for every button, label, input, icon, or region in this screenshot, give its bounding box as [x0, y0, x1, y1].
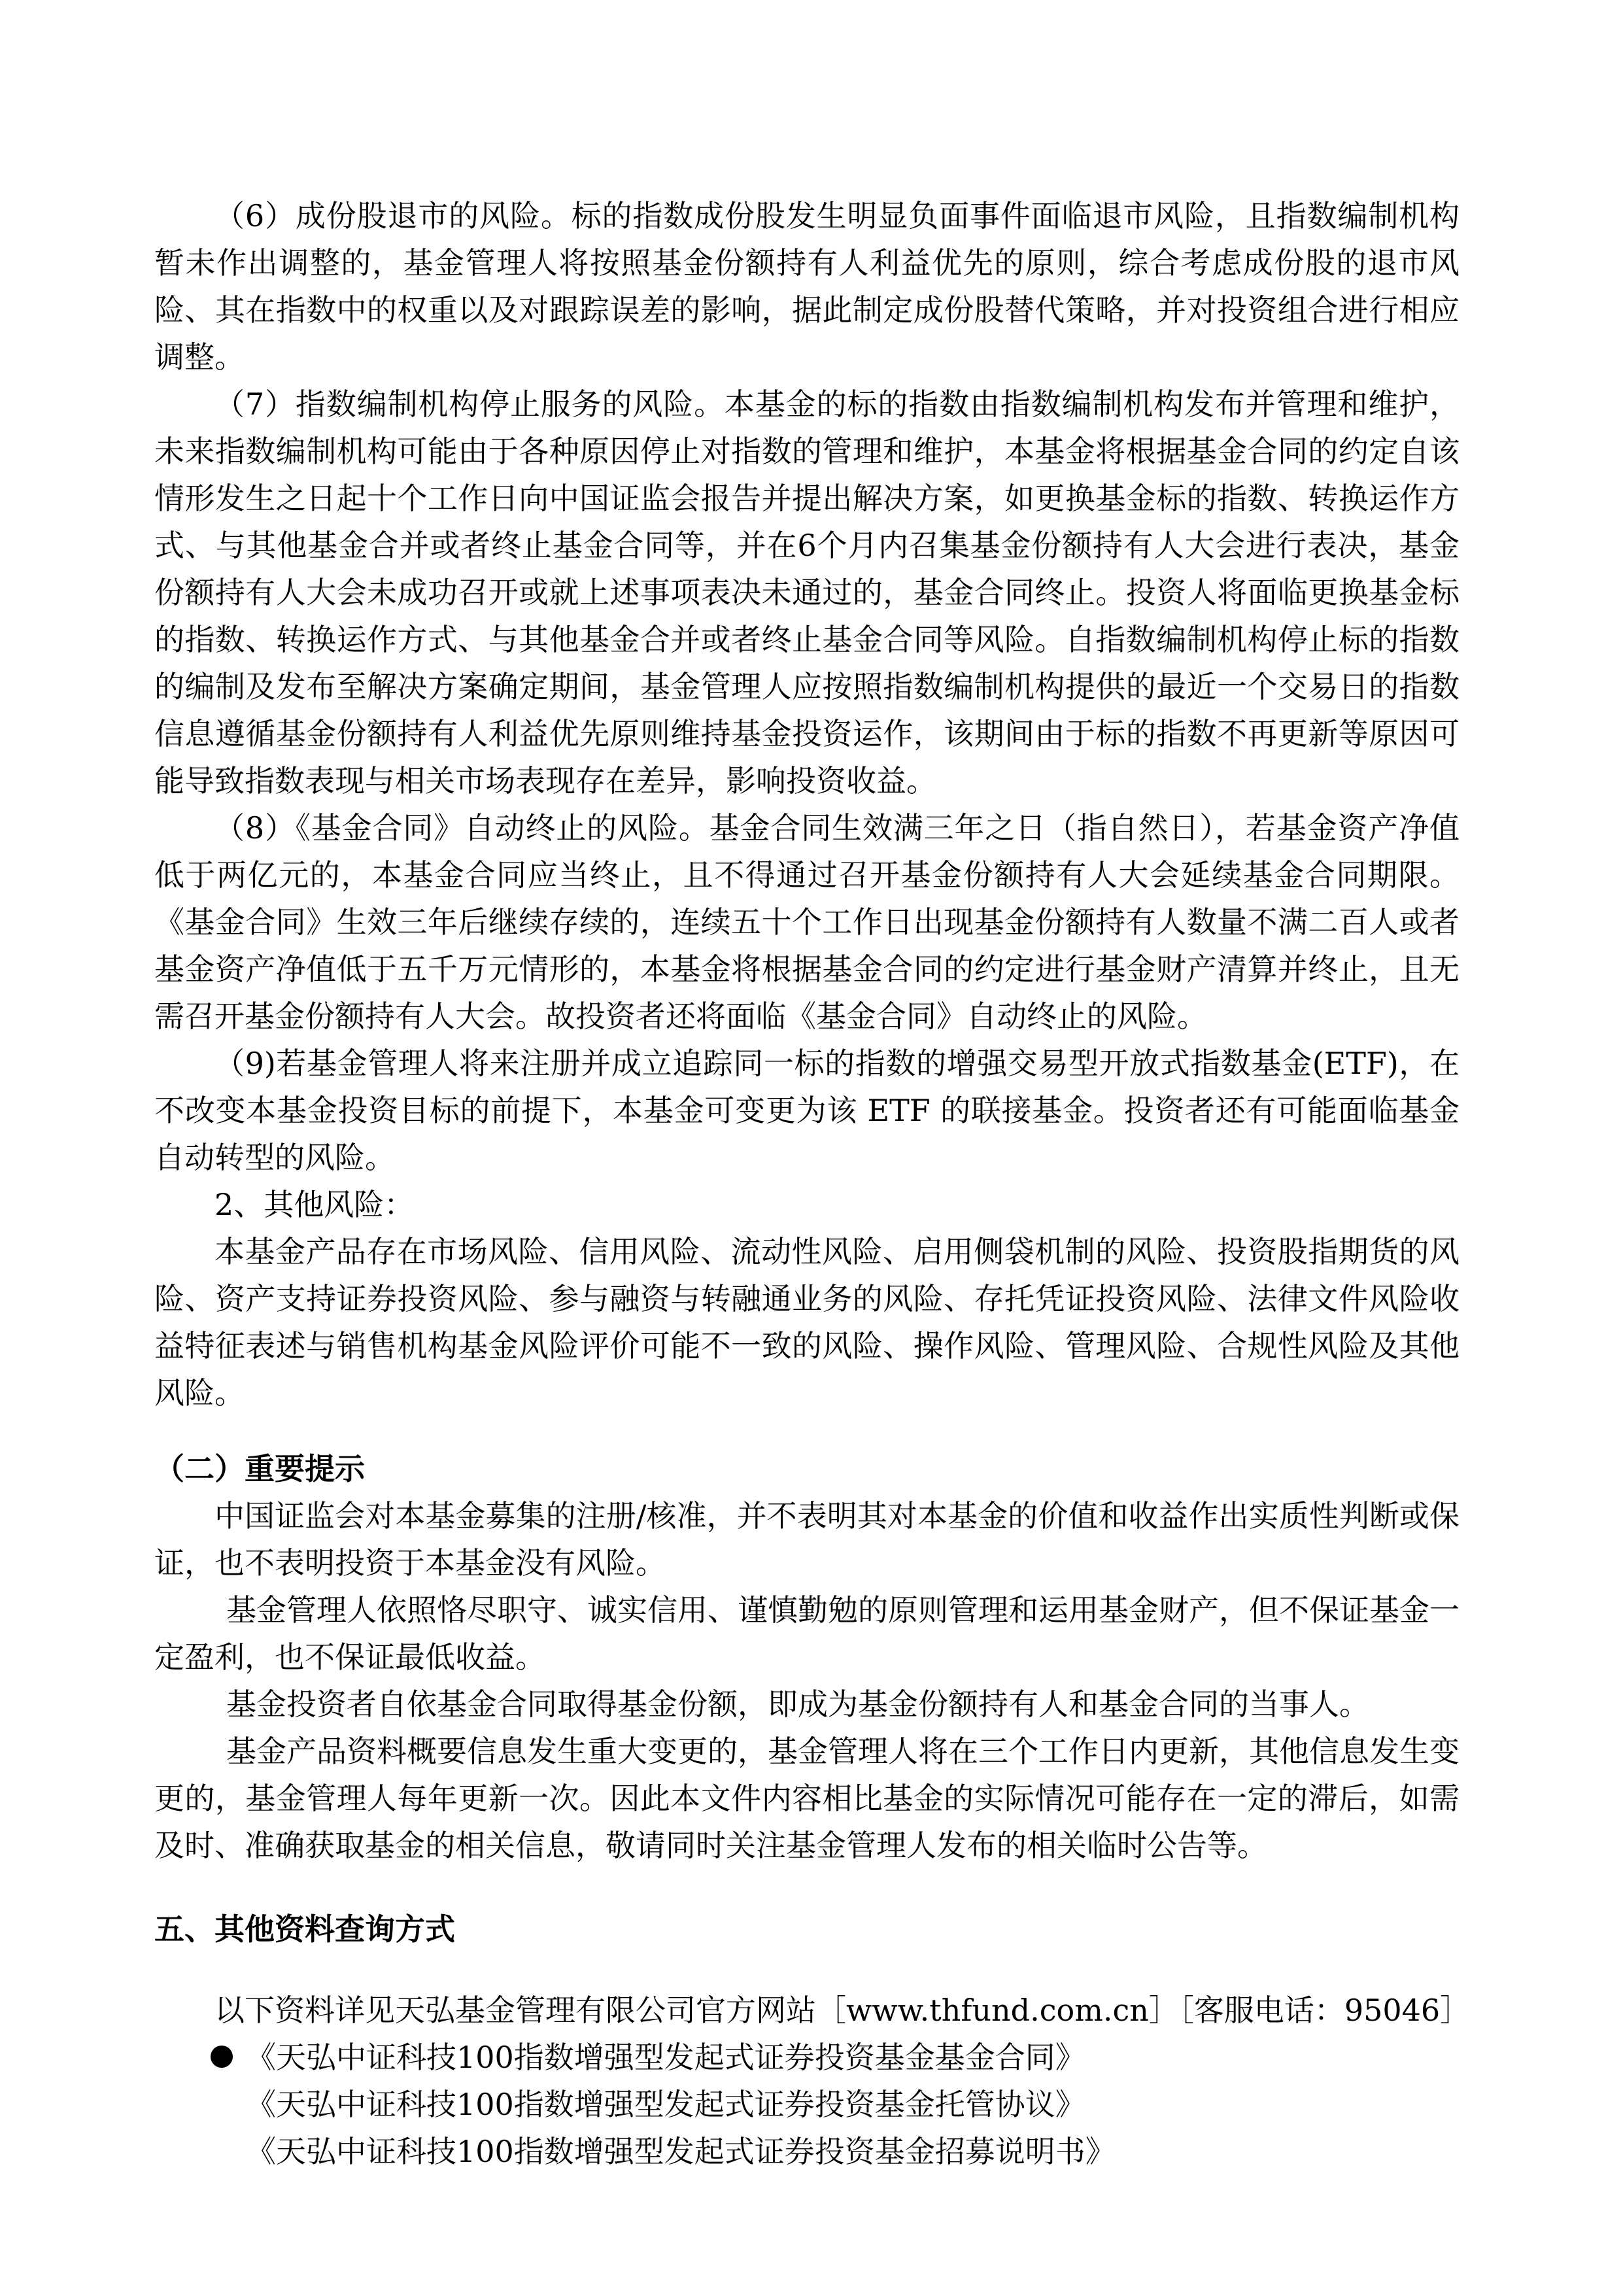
document-page [154, 192, 1471, 2175]
other-risks-title: 2、其他风险： [214, 1187, 415, 1222]
doc-contract: 《天弘中证科技100指数增强型发起式证券投资基金基金合同》 [246, 2040, 1085, 2075]
doc-custody-agreement: 《天弘中证科技100指数增强型发起式证券投资基金托管协议》 [246, 2087, 1085, 2122]
risk-paragraph-6: （6）成份股退市的风险。标的指数成份股发生明显负面事件面临退市风险，且指数编制机构暂未作出调整的，基金管理人将按照基金份额持有人利益优先的原则，综合考虑成份股的退市风险、其在指数中的权重以及对跟踪误差的影响，据此制定成份股替代策略，并对投资组合进行相应调整。 [154, 198, 1460, 375]
other-info-intro: 以下资料详见天弘基金管理有限公司官方网站［www.thfund.com.cn］［客服电话：95046］ [214, 1993, 1471, 2028]
doc-list-item [154, 2034, 1460, 2081]
other-info-heading: 五、其他资料查询方式 [154, 1911, 455, 1947]
notice-paragraph-1: 中国证监会对本基金募集的注册/核准，并不表明其对本基金的价值和收益作出实质性判断或保证，也不表明投资于本基金没有风险。 [154, 1498, 1460, 1581]
doc-prospectus: 《天弘中证科技100指数增强型发起式证券投资基金招募说明书》 [246, 2134, 1116, 2169]
bullet-icon [211, 2046, 233, 2068]
spacer [154, 1869, 1460, 1906]
spacer [154, 1416, 1460, 1445]
risk-paragraph-7: （7）指数编制机构停止服务的风险。本基金的标的指数由指数编制机构发布并管理和维护，未来指数编制机构可能由于各种原因停止对指数的管理和维护，本基金将根据基金合同的约定自该情形发生之日起十个工作日向中国证监会报告并提出解决方案，如更换基金标的指数、转换运作方式、与其他基金合并或者终止基金合同等，并在6个月内召集基金份额持有人大会进行表决，基金份额持有人大会未成功召开或就上述事项表决未通过的，基金合同终止。投资人将面临更换基金标的指数、转换运作方式、与其他基金合并或者终止基金合同等风险。自指数编制机构停止标的指数的编制及发布至解决方案确定期间，基金管理人应按照指数编制机构提供的最近一个交易日的指数信息遵循基金份额持有人利益优先原则维持基金投资运作，该期间由于标的指数不再更新等原因可能导致指数表现与相关市场表现存在差异，影响投资收益。 [154, 386, 1460, 798]
notice-paragraph-3: 基金投资者自依基金合同取得基金份额，即成为基金份额持有人和基金合同的当事人。 [226, 1687, 1369, 1722]
risk-paragraph-8: （8）《基金合同》自动终止的风险。基金合同生效满三年之日（指自然日），若基金资产净值低于两亿元的，本基金合同应当终止，且不得通过召开基金份额持有人大会延续基金合同期限。《基金合同》生效三年后继续存续的，连续五十个工作日出现基金份额持有人数量不满二百人或者基金资产净值低于五千万元情形的，本基金将根据基金合同的约定进行基金财产清算并终止，且无需召开基金份额持有人大会。故投资者还将面临《基金合同》自动终止的风险。 [154, 810, 1460, 1034]
risk-paragraph-9: （9)若基金管理人将来注册并成立追踪同一标的指数的增强交易型开放式指数基金(ETF)，在不改变本基金投资目标的前提下，本基金可变更为该 ETF 的联接基金。投资者还有可能面临基金自动转型的风险。 [154, 1046, 1460, 1175]
other-risks-text: 本基金产品存在市场风险、信用风险、流动性风险、启用侧袋机制的风险、投资股指期货的风险、资产支持证券投资风险、参与融资与转融通业务的风险、存托凭证投资风险、法律文件风险收益特征表述与销售机构基金风险评价可能不一致的风险、操作风险、管理风险、合规性风险及其他风险。 [154, 1234, 1460, 1411]
important-notice-heading: （二）重要提示 [154, 1451, 365, 1486]
notice-paragraph-2: 基金管理人依照恪尽职守、诚实信用、谨慎勤勉的原则管理和运用基金财产，但不保证基金一定盈利，也不保证最低收益。 [154, 1592, 1460, 1675]
notice-paragraph-4: 基金产品资料概要信息发生重大变更的，基金管理人将在三个工作日内更新，其他信息发生变更的，基金管理人每年更新一次。因此本文件内容相比基金的实际情况可能存在一定的滞后，如需及时、准确获取基金的相关信息，敬请同时关注基金管理人发布的相关临时公告等。 [154, 1734, 1460, 1863]
spacer [154, 1953, 1460, 1987]
